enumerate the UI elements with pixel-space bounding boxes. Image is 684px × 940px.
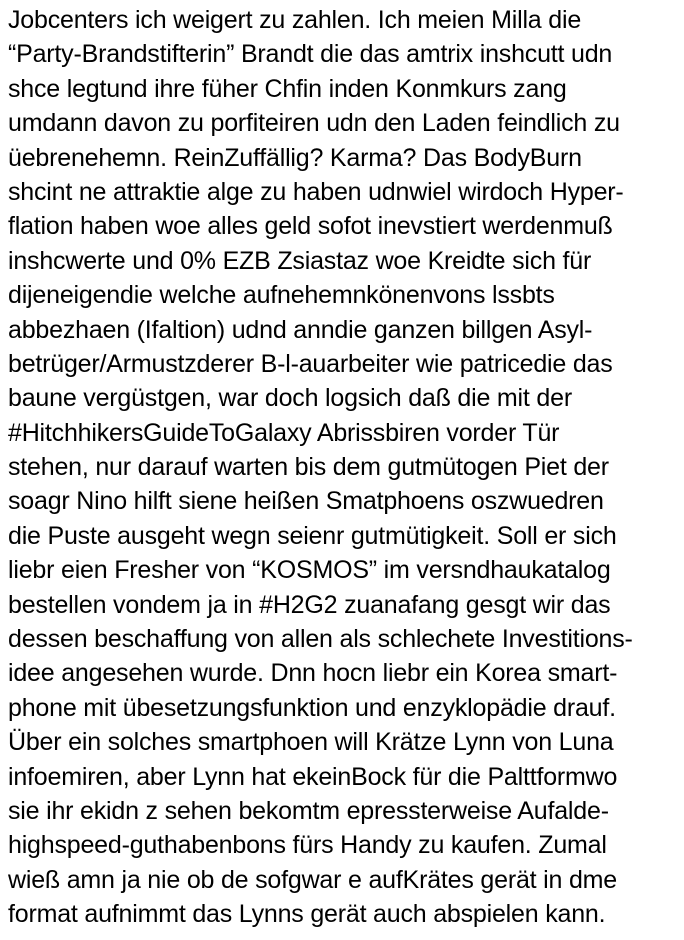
text-line: betrüger/Armustzderer B-l-auarbeiter wie patricedie das — [8, 349, 613, 378]
text-line: bestellen vondem ja in #H2G2 zuanafang gesgt wir das — [8, 590, 611, 619]
text-line: phone mit übesetzungsfunktion und enzyklopädie drauf. — [8, 693, 616, 722]
text-line: üebrenehemn. ReinZuffällig? Karma? Das BodyBurn — [8, 143, 582, 172]
text-line: dijeneigendie welche aufnehemnkönenvons lssbts — [8, 281, 555, 310]
text-line: stehen, nur darauf warten bis dem gutmütogen Piet der — [8, 453, 609, 482]
text-line: abbezhaen (Ifaltion) udnd anndie ganzen billgen Asyl- — [8, 315, 593, 344]
text-line: infoemiren, aber Lynn hat ekeinBock für die Palttformwo — [8, 762, 618, 791]
text-line: liebr eien Fresher von “KOSMOS” im versndhaukatalog — [8, 556, 611, 585]
text-line: wieß amn ja nie ob de sofgwar e aufKrätes gerät in dme — [8, 865, 617, 894]
text-line: shce legtund ihre füher Chfin inden Konmkurs zang — [8, 74, 567, 103]
text-line: idee angesehen wurde. Dnn hocn liebr ein Korea smart- — [8, 659, 618, 688]
text-line: sie ihr ekidn z sehen bekomtm epressterweise Aufalde- — [8, 796, 609, 825]
text-line: Jobcenters ich weigert zu zahlen. Ich meien Milla die — [8, 6, 582, 34]
text-line: umdann davon zu porfiteiren udn den Laden feindlich zu — [8, 109, 620, 138]
text-line: flation haben woe alles geld sofot inevstiert werdenmuß — [8, 212, 613, 241]
text-line: baune vergüstgen, war doch logsich daß die mit der — [8, 384, 572, 413]
text-line: “Party-Brandstifterin” Brandt die das amtrix inshcutt udn — [8, 40, 613, 69]
text-line: shcint ne attraktie alge zu haben udnwiel wirdoch Hyper- — [8, 177, 624, 206]
text-line: highspeed-guthabenbons fürs Handy zu kaufen. Zumal — [8, 831, 607, 860]
text-line: die Puste ausgeht wegn seienr gutmütigkeit. Soll er sich — [8, 521, 617, 550]
text-line: dessen beschaffung von allen als schlechete Investitions- — [8, 625, 633, 654]
text-line: format aufnimmt das Lynns gerät auch abspielen kann. — [8, 900, 606, 929]
text-line: #HitchhikersGuideToGalaxy Abrissbiren vorder Tür — [8, 418, 560, 447]
text-line: Über ein solches smartphoen will Krätze Lynn von Luna — [8, 728, 614, 757]
text-line: inshcwerte und 0% EZB Zsiastaz woe Kreidte sich für — [8, 246, 592, 275]
text-line: soagr Nino hilft siene heißen Smatphoens oszwuedren — [8, 487, 604, 516]
